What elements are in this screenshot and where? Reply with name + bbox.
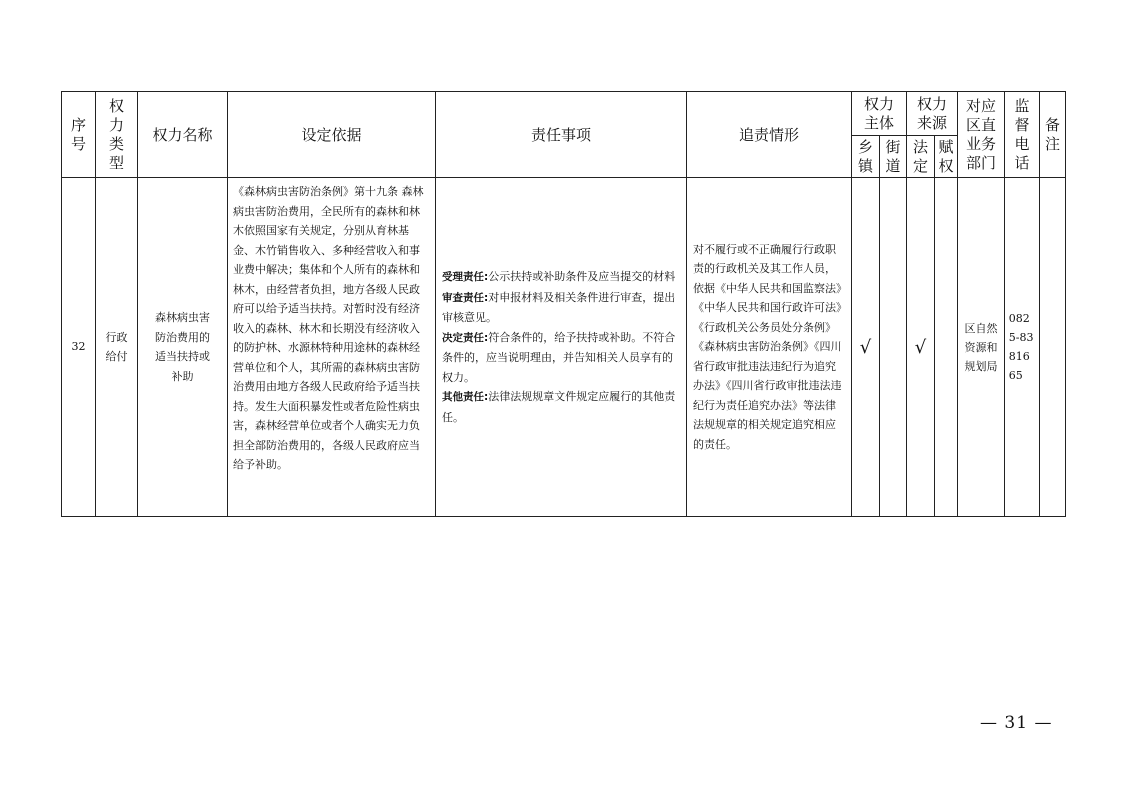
header-remarks: 备注 xyxy=(1040,92,1066,178)
header-phone: 监督电话 xyxy=(1005,92,1040,178)
cell-granted-check xyxy=(935,178,958,517)
header-department: 对应区直业务部门 xyxy=(958,92,1005,178)
header-type: 权力类型 xyxy=(96,92,138,178)
page-number: — 31 — xyxy=(980,713,1053,733)
power-list-table xyxy=(61,91,1066,517)
header-subject: 权力主体 xyxy=(852,92,907,136)
header-source-granted: 赋权 xyxy=(935,136,958,178)
responsibility-item: 审查责任:对申报材料及相关条件进行审查，提出审核意见。 xyxy=(442,290,676,324)
cell-street-check xyxy=(880,178,907,517)
cell-type: 行政给付 xyxy=(96,178,138,517)
cell-phone: 0825-8381665 xyxy=(1005,178,1040,517)
responsibility-item: 受理责任:公示扶持或补助条件及应当提交的材料 xyxy=(442,270,676,283)
header-source-legal: 法定 xyxy=(907,136,935,178)
cell-accountability: 对不履行或不正确履行行政职责的行政机关及其工作人员，依据《中华人民共和国监察法》《中华人民共和国行政许可法》《行政机关公务员处分条例》《森林病虫害防治条例》《四川省行政审批违法违纪行为追究办法》《四川省行政审批违法违纪行为责任追究办法》等法律法规规章的相关规定追究相应的责任。 xyxy=(687,178,852,517)
header-seq: 序号 xyxy=(62,92,96,178)
header-responsibility: 责任事项 xyxy=(436,92,687,178)
cell-responsibility xyxy=(436,178,687,517)
cell-department: 区自然资源和规划局 xyxy=(958,178,1005,517)
header-name: 权力名称 xyxy=(138,92,228,178)
header-row xyxy=(62,92,1066,136)
responsibility-item: 其他责任:法律法规规章文件规定应履行的其他责任。 xyxy=(442,390,676,424)
cell-name: 森林病虫害防治费用的适当扶持或补助 xyxy=(138,178,228,517)
responsibility-item: 决定责任:符合条件的，给予扶持或补助。不符合条件的，应当说明理由，并告知相关人员享有的权力。 xyxy=(442,330,676,384)
cell-basis: 《森林病虫害防治条例》第十九条 森林病虫害防治费用，全民所有的森林和林木依照国家有关规定，分别从育林基金、木竹销售收入、多种经营收入和事业费中解决；集体和个人所有的森林和林木，由经营者负担，地方各级人民政府可以给予适当扶持。对暂时没有经济收入的森林、林木和长期没有经济收入的防护林、水源林特种用途林的森林经营单位和个人，其所需的森林病虫害防治费用由地方各级人民政府给予适当扶持。发生大面积暴发性或者危险性病虫害，森林经营单位或者个人确实无力负担全部防治费用的，各级人民政府应当给予补助。 xyxy=(228,178,436,517)
header-basis: 设定依据 xyxy=(228,92,436,178)
header-source: 权力来源 xyxy=(907,92,958,136)
header-accountability: 追责情形 xyxy=(687,92,852,178)
cell-legal-check: √ xyxy=(907,178,935,517)
cell-town-check: √ xyxy=(852,178,880,517)
cell-remarks xyxy=(1040,178,1066,517)
header-subject-street: 街道 xyxy=(880,136,907,178)
table-row xyxy=(62,178,1066,517)
cell-seq: 32 xyxy=(62,178,96,517)
header-subject-town: 乡镇 xyxy=(852,136,880,178)
